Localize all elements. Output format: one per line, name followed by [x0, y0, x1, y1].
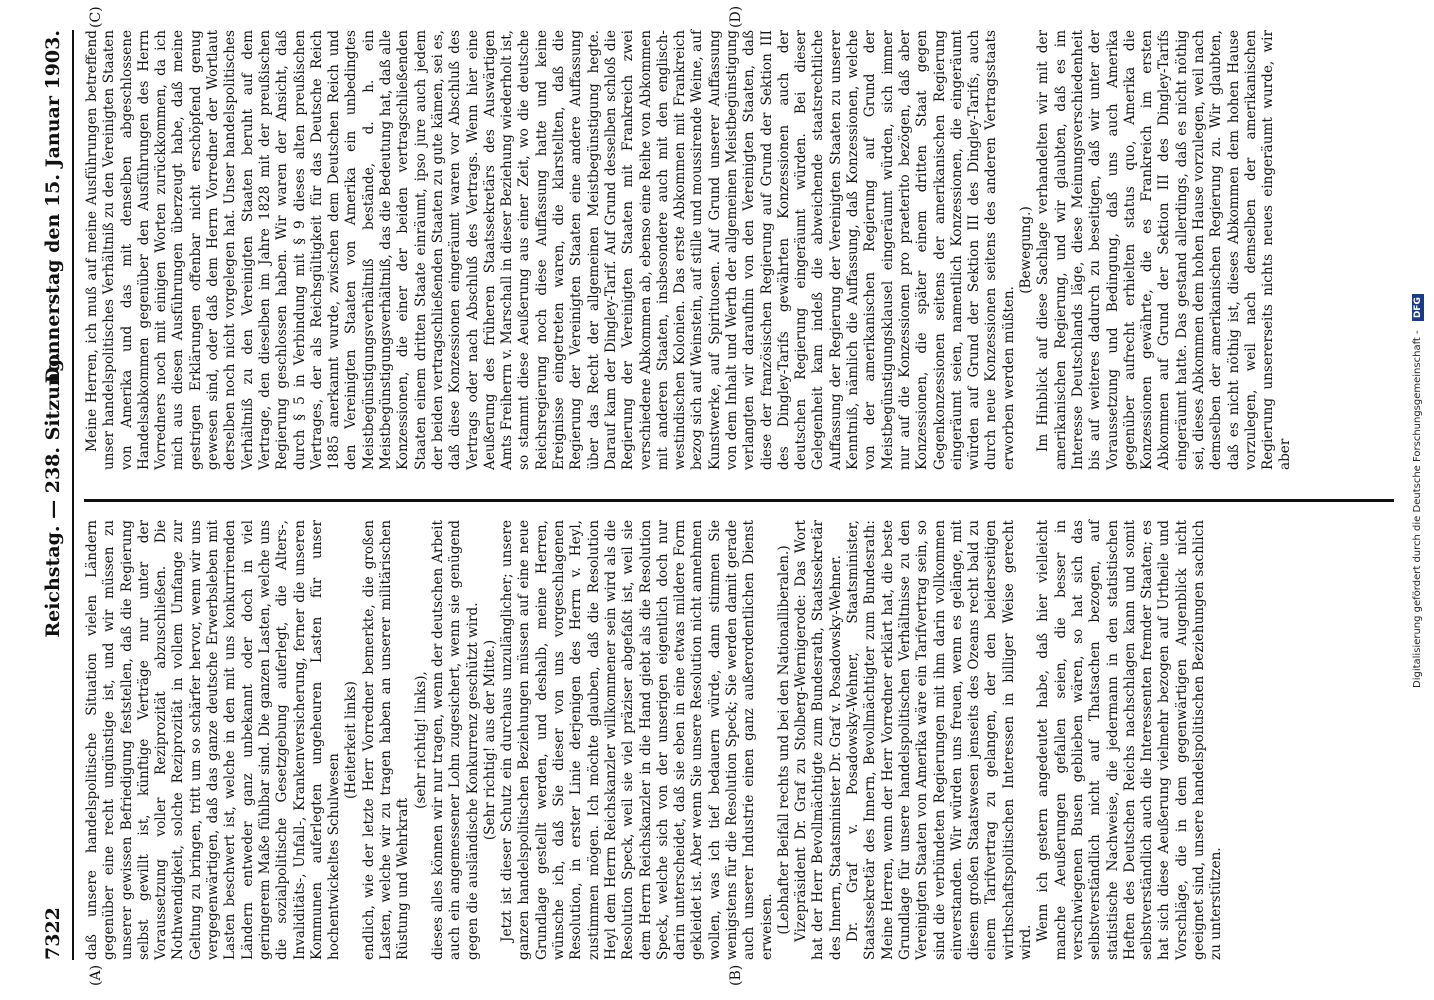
page-number: 7322: [42, 907, 64, 960]
paragraph: dieses alles können wir nur tragen, wenn der deutschen Arbeit auch ein angemessener Lohn zugesichert, wenn sie genügend gegen die ausländische Konkurrenz geschützt wird.: [429, 520, 481, 960]
header-rule: [72, 30, 74, 960]
right-column: [84, 30, 1295, 470]
credit-text: Digitalisierung gefördert durch die Deutsche Forschungsgemeinschaft -: [1412, 330, 1423, 688]
interjection: (Heiterkeit links): [343, 681, 360, 799]
column-divider: [84, 499, 1394, 502]
paragraph: Jetzt ist dieser Schutz ein durchaus unzulänglicher; unsere ganzen handelspolitischen Beziehungen müssen auf eine neue Grundlage gestellt werden, und deshalb, meine Herren, wünsche ich, daß Sie dieser von uns vorgeschlagenen Resolution, in erster Linie derjenigen des Herrn v. Heyl, zustimmen mögen. Ich möchte glauben, daß die Resolution Heyl dem Herrn Reichskanzler willkommener sein wird als die Resolution Speck, weil sie viel präziser abgefaßt ist, weil sie dem Herrn Reichskanzler in die Hand giebt als die Resolution Speck, welche sich von der unserigen eigentlich doch nur darin unterscheidet, daß sie eben in eine etwas mildere Form gekleidet ist. Aber wenn Sie unsere Resolution nicht annehmen wollen, was ich tief bedauern würde, dann stimmen Sie wenigstens für die Resolution Speck; Sie werden damit gerade auch unserer Industrie einen ganz außerordentlichen Dienst erweisen.: [499, 520, 775, 960]
margin-mark-a: (A): [88, 964, 104, 986]
margin-mark-c: (C): [88, 6, 104, 28]
paragraph: Vizepräsident Dr. Graf zu Stolberg-Wernigerode: Das Wort hat der Herr Bevollmächtigte zum Bundesrath, Staatssekretär des Innern, Staatsminister Dr. Graf v. Posadowsky-Wehner.: [793, 520, 844, 960]
session-title: Reichstag. — 238. Sitzung.: [42, 352, 64, 638]
paragraph: Wenn ich gestern angedeutet habe, daß hier vielleicht manche Aeußerungen gefallen seien, die besser in verschwiegenen Busen geblieben wären, so hat sich das selbstverständlich nicht auf Thatsachen bezogen, auf statistische Nachweise, die jedermann in den statistischen Heften des Deutschen Reichs nachschlagen kann und somit selbstverständlich auch die Interessenten fremder Staaten; es hat sich diese Aeußerung vielmehr bezogen auf Urtheile und Vorschläge, die in dem gegenwärtigen Augenblick nicht geeignet sind, unsere handelspolitischen Beziehungen sachlich zu unterstützen.: [1035, 520, 1225, 960]
interjection: (Bewegung.): [1018, 206, 1035, 294]
interjection: (Lebhafter Beifall rechts und bei den Nationalliberalen.): [775, 545, 792, 935]
interjection: (sehr richtig! links),: [412, 671, 429, 809]
left-column: [84, 520, 1226, 960]
margin-mark-b: (B): [728, 964, 744, 986]
dfg-logo: DFG: [1412, 294, 1424, 321]
paragraph: daß unsere handelspolitische Situation vielen Ländern gegenüber eine recht ungünstige ist, und wir müssen zu unserer gewissen Befriedigung feststellen, daß die Regierung selbst gewillt ist, künftige Verträge nur unter der Voraussetzung voller Reziprozität abzuschließen. Die Nothwendigkeit, solche Reziprozität in vollem Umfange zur Geltung zu bringen, tritt um so schärfer hervor, wenn wir uns vergegenwärtigen, daß das ganze deutsche Erwerbsleben mit Lasten beschwert ist, welche in den mit uns konkurrirenden Ländern entweder ganz unbekannt oder doch in viel geringerem Maße fühlbar sind. Die ganzen Lasten, welche uns die sozialpolitische Gesetzgebung auferlegt, die Alters-, Invaliditäts-, Unfall-, Krankenversicherung, ferner die unseren Kommunen auferlegten ungeheuren Lasten für unser hochentwickeltes Schulwesen: [84, 520, 343, 960]
page-header: [38, 30, 68, 960]
paragraph: Dr. Graf v. Posadowsky-Wehner, Staatsminister, Staatssekretär des Innern, Bevollmächtigter zum Bundesrath: Meine Herren, wenn der Herr Vorredner erklärt hat, die beste Grundlage für unsere handelspolitischen Verhältnisse zu den Vereinigten Staaten von Amerika wäre ein Tarifvertrag sein, so sind die verbündeten Regierungen mit ihm darin vollkommen einverstanden. Wir würden uns freuen, wenn es gelänge, mit diesem großen Staatswesen jenseits des Ozeans recht bald zu einem Tarifvertrag zu gelangen, der den beiderseitigen wirthschaftspolitischen Interessen in billiger Weise gerecht wird.: [845, 520, 1035, 960]
margin-mark-d: (D): [728, 5, 744, 28]
session-date: Donnerstag den 15. Januar 1903.: [42, 30, 64, 384]
digitization-credit: [1412, 8, 1432, 688]
paragraph: endlich, wie der letzte Herr Vorredner bemerkte, die großen Lasten, welche wir zu tragen haben an unserer militärischen Rüstung und Wehrkraft: [360, 520, 412, 960]
paragraph: Meine Herren, ich muß auf meine Ausführungen betreffend unser handelspolitisches Verhältniß zu den Vereinigten Staaten von Amerika und das mit denselben abgeschlossene Handelsabkommen gegenüber den Ausführungen des Herrn Vorredners noch mit einigen Worten zurückkommen, da ich mich aus diesen Ausführungen überzeugt habe, daß meine gestrigen Erklärungen offenbar nicht erschöpfend genug gewesen sind, oder daß dem Herrn Vorredner der Wortlaut derselben noch nicht vorgelegen hat. Unser handelspolitisches Verhältniß zu den Vereinigten Staaten beruht auf dem Vertrage, den dieselben im Jahre 1828 mit der preußischen Regierung geschlossen haben. Wir waren der Ansicht, daß durch § 5 in Verbindung mit § 9 dieses alten preußischen Vertrages, der als Reichsgültigkeit für das Deutsche Reich 1885 anerkannt wurde, zwischen dem Deutschen Reich und den Vereinigten Staaten von Amerika ein unbedingtes Meistbegünstigungsverhältniß bestände, d. h. ein Meistbegünstigungsverhältniß, das die Bedeutung hat, daß alle Konzessionen, die einer der beiden vertragschließenden Staaten einem dritten Staate einräumt, ipso jure auch jedem der beiden vertragschließenden Staaten zu gute kämen, sei es, daß diese Konzessionen eingeräumt waren vor Abschluß des Vertrags oder nach Abschluß des Vertrags. Wenn hier eine Aeußerung des früheren Staatssekretärs des Auswärtigen Amts Freiherrn v. Marschall in dieser Beziehung wiederholt ist, so stammt diese Aeußerung aus einer Zeit, wo die deutsche Reichsregierung noch diese Auffassung hatte und keine Ereignisse eingetreten waren, die klarstellten, daß die Regierung der Vereinigten Staaten eine andere Auffassung über das Recht der allgemeinen Meistbegünstigung hegte. Darauf kam der Dingley-Tarif. Auf Grund desselben schloß die Regierung der Vereinigten Staaten mit Frankreich zwei verschiedene Abkommen ab, ebenso eine Reihe von Abkommen mit anderen Staaten, insbesondere auch mit den englisch-westindischen Kolonien. Das erste Abkommen mit Frankreich bezog sich auf Weinstein, auf stille und moussirende Weine, auf Kunstwerke, auf Spirituosen. Auf Grund unserer Auffassung von dem Inhalt und Werth der allgemeinen Meistbegünstigung verlangten wir daraufhin von den Vereinigten Staaten, daß diese der französischen Regierung auf Grund der Sektion III des Dingley-Tarifs gewährten Konzessionen auch der deutschen Regierung eingeräumt würden. Bei dieser Gelegenheit kam indeß die abweichende staatsrechtliche Auffassung der Regierung der Vereinigten Staaten zu unserer Kenntniß, nämlich die Auffassung, daß Konzessionen, welche von der amerikanischen Regierung auf Grund der Meistbegünstigungsklausel eingeräumt würden, sich immer nur auf die Konzessionen pro praeterito bezögen, daß aber Konzessionen, die später einem dritten Staat gegen Gegenkonzessionen seitens der amerikanischen Regierung eingeräumt seien, namentlich Konzessionen, die eingeräumt würden auf Grund der Sektion III des Dingley-Tarifs, auch durch neue Konzessionen seitens des anderen Vertragsstaats erworben werden müßten.: [84, 30, 1017, 470]
interjection: (Sehr richtig! aus der Mitte.): [481, 639, 498, 841]
paragraph: Im Hinblick auf diese Sachlage verhandelten wir mit der amerikanischen Regierung, und wir glaubten, daß es im Interesse Deutschlands läge, diese Meinungsverschiedenheit bis auf weiteres dadurch zu beseitigen, daß wir unter der Voraussetzung und Bedingung, daß uns auch Amerika gegenüber aufrecht erhielten status quo, Amerika die Konzessionen gewährte, die es Frankreich im ersten Abkommen auf Grund der Sektion III des Dingley-Tarifs eingeräumt hatte. Das gestand allerdings, daß es nicht nöthig sei, dieses Abkommen dem hohen Hause vorzulegen, weil nach demselben der amerikanischen Regierung zu. Wir glaubten, daß es nicht nöthig ist, dieses Abkommen dem hohen Hause vorzulegen, weil nach demselben der amerikanischen Regierung unsererseits nichts neues eingeräumt wurde, wir aber: [1035, 30, 1294, 470]
